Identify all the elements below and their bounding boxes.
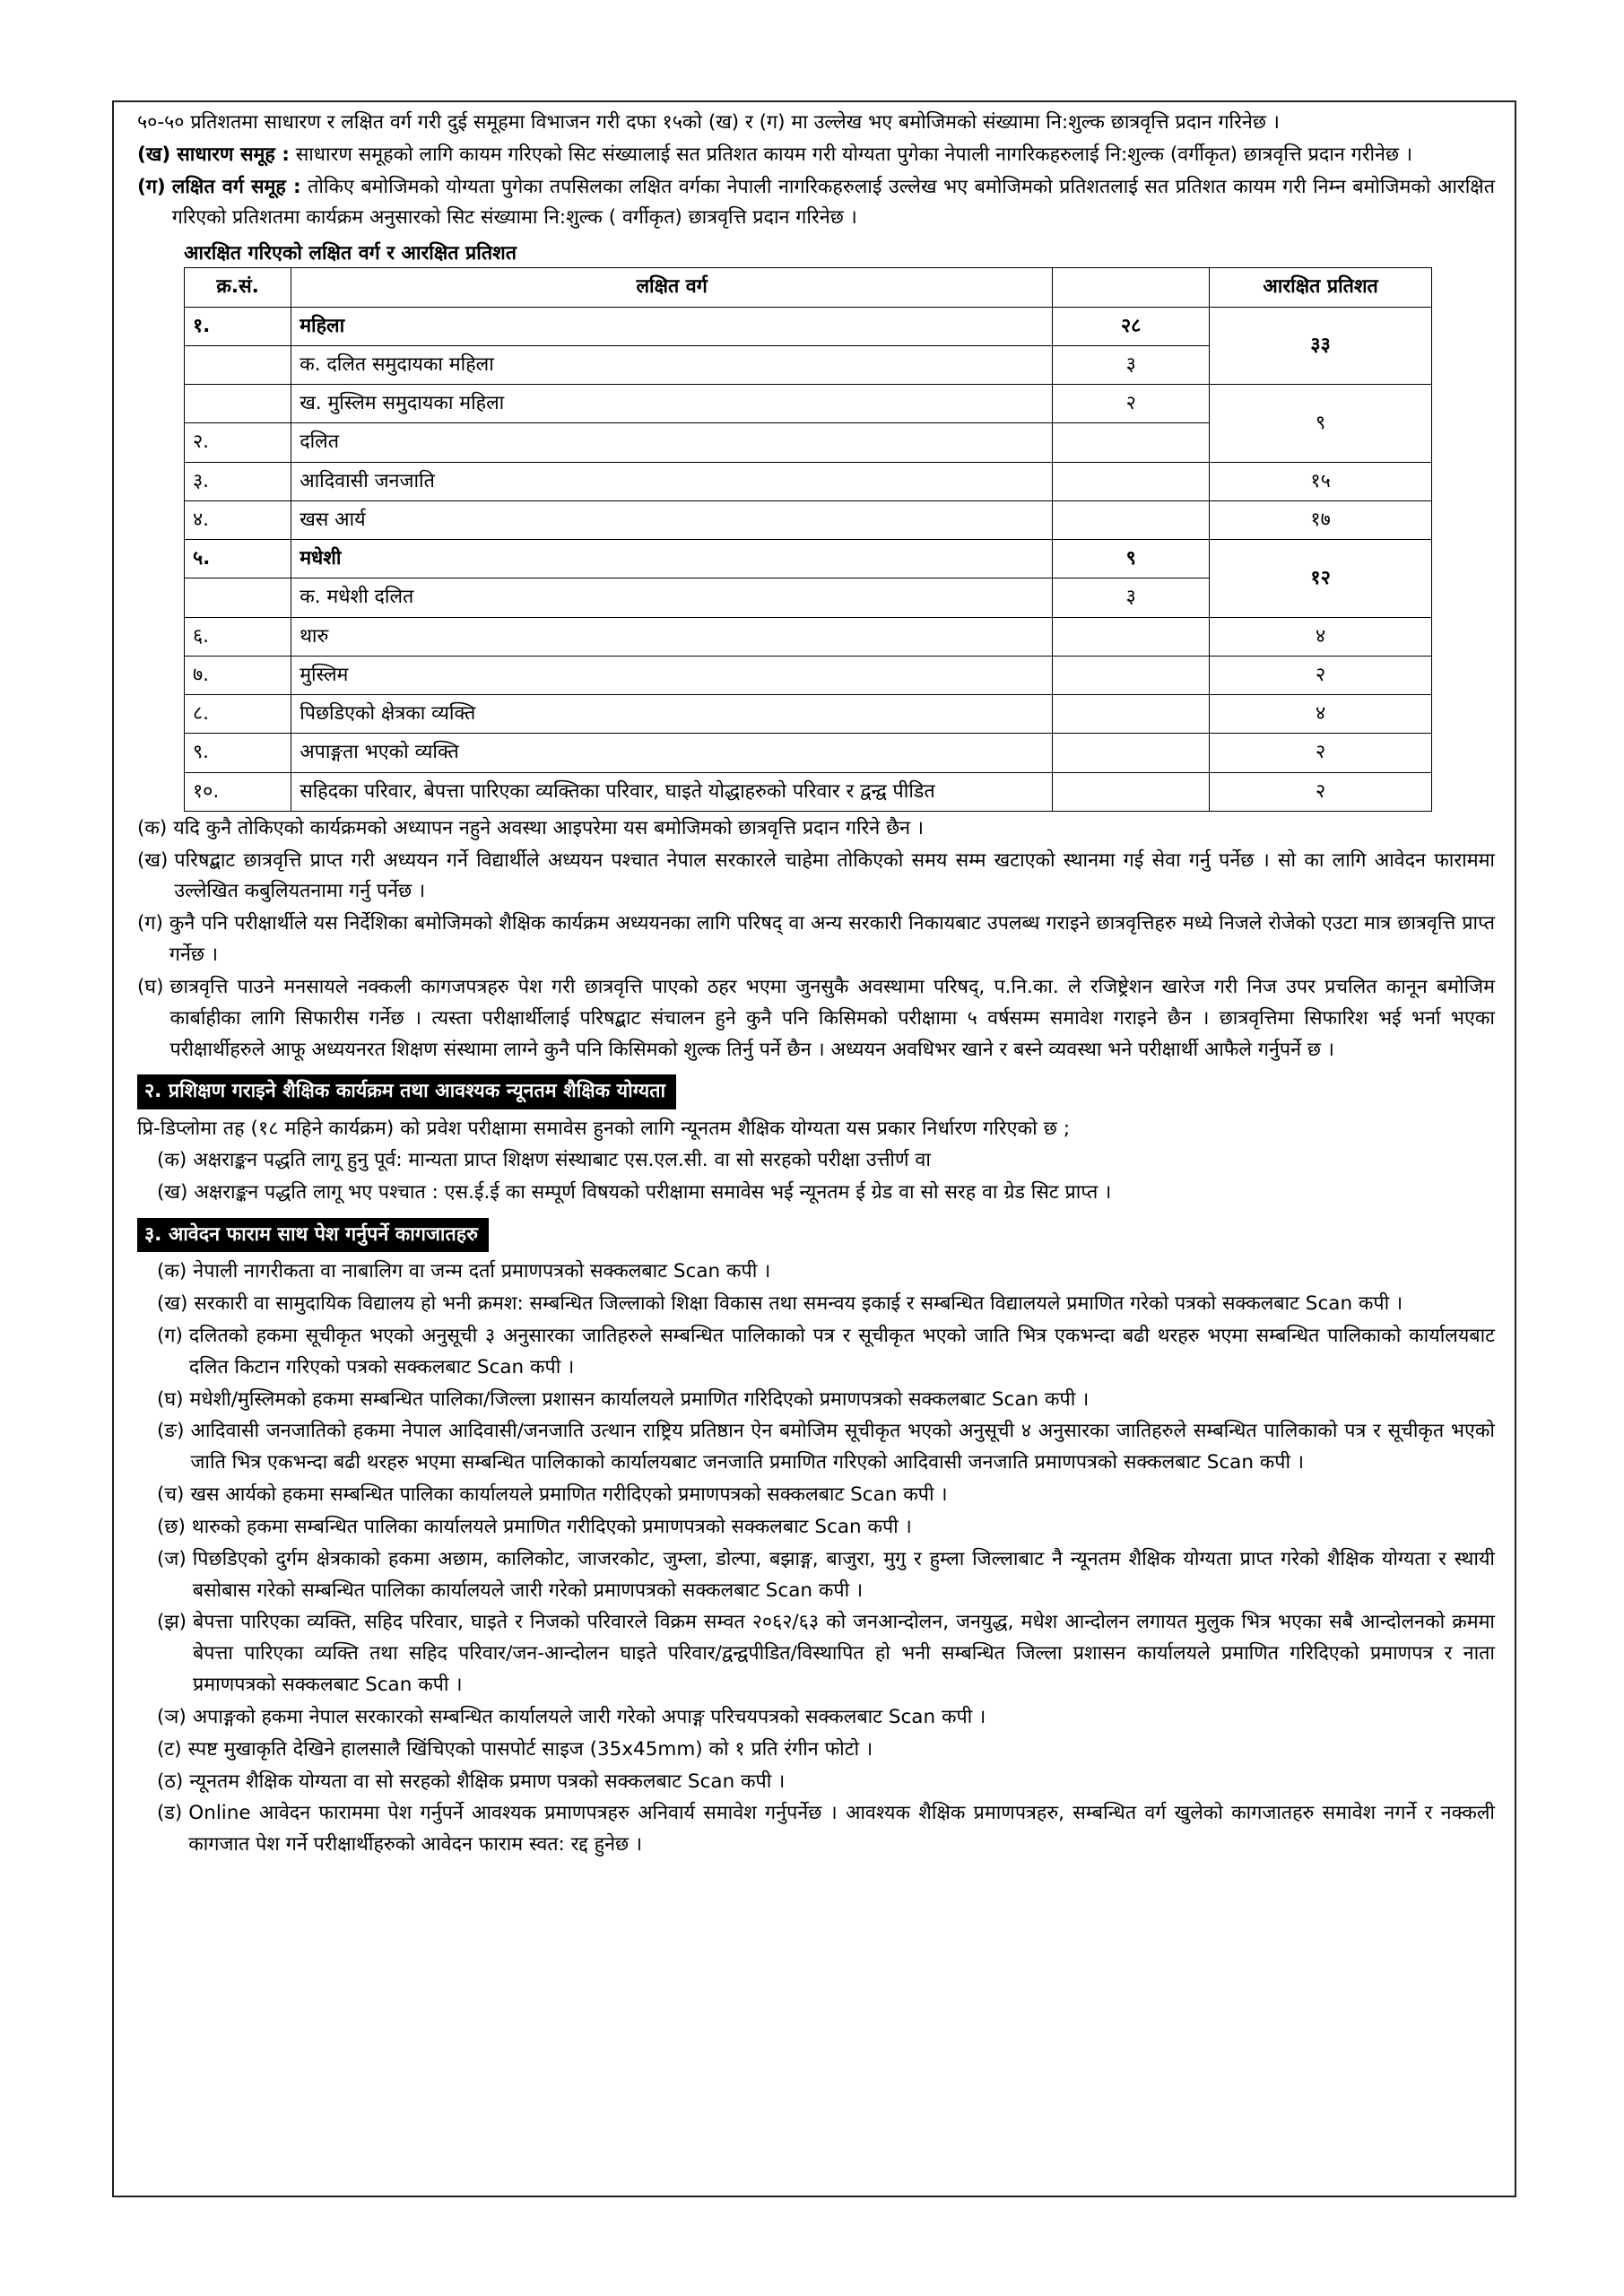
section-3-item-marker: (छ) bbox=[157, 1515, 186, 1538]
cell-serial bbox=[185, 578, 291, 617]
clause-ga-text: तोकिए बमोजिमको योग्यता पुगेका तपसिलका लक्षित वर्गका नेपाली नागरिकहरुलाई उल्लेख भए बमोजिमको प्रतिशतलाई सत प्रतिशत कायम गरी निम्न बमोजिमको आरक्षित गरिएको प्रतिशतमा कार्यक्रम अनुसारको सिट संख्यामा नि:शुल्क ( वर्गीकृत) छात्रवृत्ति प्रदान गरिनेछ । bbox=[171, 175, 1495, 230]
post-table-notes bbox=[137, 813, 1495, 1066]
section-3-item-text: दलितको हकमा सूचीकृत भएको अनुसूची ३ अनुसारका जातिहरुले सम्बन्धित पालिकाको पत्र र सूचीकृत भएको जाति भित्र एकभन्दा बढी थरहरु भएमा सम्बन्धित पालिकाको कार्यालयबाट दलित किटान गरिएको पत्रको सक्कलबाट Scan कपी । bbox=[188, 1324, 1495, 1378]
section-2-intro: प्रि-डिप्लोमा तह (१८ महिने कार्यक्रम) को प्रवेश परीक्षामा समावेस हुनको लागि न्यूनतम शैक्षिक योग्यता यस प्रकार निर्धारण गरिएको छ ; bbox=[137, 1117, 1071, 1140]
section-3-item-marker: (ड) bbox=[157, 1802, 183, 1825]
cell-percent: ४ bbox=[1210, 695, 1432, 734]
post-note-item bbox=[137, 972, 1495, 1065]
section-3-item bbox=[137, 1702, 1495, 1734]
cell-count bbox=[1053, 656, 1210, 694]
section-3-item bbox=[137, 1512, 1495, 1544]
section-3-item-text: न्यूनतम शैक्षिक योग्यता वा सो सरहको शैक्षिक प्रमाण पत्रको सक्कलबाट Scan कपी । bbox=[189, 1770, 786, 1793]
table-row bbox=[185, 462, 1432, 500]
section-2-banner: २. प्रशिक्षण गराइने शैक्षिक कार्यक्रम तथा आवश्यक न्यूनतम शैक्षिक योग्यता bbox=[137, 1074, 676, 1109]
section-3-item-text: थारुको हकमा सम्बन्धित पालिका कार्यालयले प्रमाणित गरीदिएको प्रमाणपत्रको सक्कलबाट Scan कपी । bbox=[191, 1515, 912, 1538]
intro-paragraph: ५०-५० प्रतिशतमा साधारण र लक्षित वर्ग गरी दुई समूहमा विभाजन गरी दफा १५को (ख) र (ग) मा उल्लेख भए बमोजिमको संख्यामा नि:शुल्क छात्रवृत्ति प्रदान गरिनेछ । bbox=[137, 111, 1280, 134]
section-3-item-text: मधेशी/मुस्लिमको हकमा सम्बन्धित पालिका/जिल्ला प्रशासन कार्यालयले प्रमाणित गरिदिएको प्रमाणपत्रको सक्कलबाट Scan कपी । bbox=[189, 1387, 1090, 1411]
cell-percent: ४ bbox=[1210, 617, 1432, 656]
document-page bbox=[112, 100, 1516, 2197]
section-3-item-text: Online आवेदन फाराममा पेश गर्नुपर्ने आवश्यक प्रमाणपत्रहरु अनिवार्य समावेश गर्नुपर्नेछ । आवश्यक शैक्षिक प्रमाणपत्रहरु, सम्बन्धित वर्ग खुलेको कागजातहरु समावेश नगर्ने र नक्कली कागजात पेश गर्ने परीक्षार्थीहरुको आवेदन फाराम स्वत: रद्द हुनेछ । bbox=[188, 1802, 1495, 1857]
clause-kha bbox=[137, 140, 1495, 171]
cell-serial: २. bbox=[185, 423, 291, 462]
cell-count: ३ bbox=[1053, 345, 1210, 384]
cell-count bbox=[1053, 500, 1210, 539]
post-note-item-text: परिषद्बाट छात्रवृत्ति प्राप्त गरी अध्ययन गर्ने विद्यार्थीले अध्ययन पश्चात नेपाल सरकारले चाहेमा तोकिएको समय सम्म खटाएको स्थानमा गई सेवा गर्नु पर्नेछ । सो का लागि आवेदन फाराममा उल्लेखित कबुलियतनामा गर्नु पर्नेछ । bbox=[174, 848, 1495, 903]
cell-serial bbox=[185, 385, 291, 423]
section-3-item-text: अपाङ्गको हकमा नेपाल सरकारको सम्बन्धित कार्यालयले जारी गरेको अपाङ्ग परिचयपत्रको सक्कलबाट Scan कपी । bbox=[192, 1705, 986, 1728]
cell-count bbox=[1053, 423, 1210, 462]
clause-kha-label: साधारण समूह : bbox=[177, 143, 290, 166]
reservation-table bbox=[184, 267, 1432, 812]
cell-count: ३ bbox=[1053, 578, 1210, 617]
section-2-item-marker: (क) bbox=[157, 1149, 187, 1172]
cell-group: मुस्लिम bbox=[291, 656, 1053, 694]
post-note-item bbox=[137, 909, 1495, 971]
section-3-item-marker: (ख) bbox=[157, 1292, 188, 1316]
cell-percent: २ bbox=[1210, 734, 1432, 772]
cell-group: क. दलित समुदायका महिला bbox=[291, 345, 1053, 384]
section-3-item-marker: (ज) bbox=[157, 1547, 187, 1570]
section-3-item bbox=[137, 1385, 1495, 1416]
table-row bbox=[185, 734, 1432, 772]
section-3-item bbox=[137, 1798, 1495, 1861]
cell-count bbox=[1053, 734, 1210, 772]
section-3-item bbox=[137, 1257, 1495, 1288]
section-2-item-text: अक्षराङ्कन पद्धति लागू भए पश्चात : एस.ई.ई का सम्पूर्ण विषयको परीक्षामा समावेस भई न्यूनतम ई ग्रेड वा सो सरह वा ग्रेड सिट प्राप्त । bbox=[194, 1181, 1112, 1205]
section-3-item-marker: (च) bbox=[157, 1483, 185, 1507]
section-3-item bbox=[137, 1544, 1495, 1607]
post-note-item-text: कुनै पनि परीक्षार्थीले यस निर्देशिका बमोजिमको शैक्षिक कार्यक्रम अध्ययनका लागि परिषद् वा अन्य सरकारी निकायबाट उपलब्ध गराइने छात्रवृत्तिहरु मध्ये निजले रोजेको एउटा मात्र छात्रवृत्ति प्राप्त गर्नेछ । bbox=[169, 912, 1495, 967]
reservation-table-body bbox=[185, 307, 1432, 811]
cell-count bbox=[1053, 695, 1210, 734]
section-3-item bbox=[137, 1767, 1495, 1798]
table-row bbox=[185, 540, 1432, 578]
post-note-item-text: छात्रवृत्ति पाउने मनसायले नक्कली कागजपत्रहरु पेश गरी छात्रवृत्ति पाएको ठहर भएमा जुनसुकै अवस्थामा परिषद्, प.नि.का. ले रजिष्ट्रेशन खारेज गरी निज उपर प्रचलित कानून बमोजिम कार्बाहीका लागि सिफारीस गर्नेछ । त्यस्ता परीक्षार्थीलाई परिषद्बाट संचालन हुने कुनै पनि किसिमको परीक्षामा ५ वर्षसम्म समावेश गराइने छैन । छात्रवृत्तिमा सिफारिश भई भर्ना भएका परीक्षार्थीहरुले आफू अध्ययनरत शिक्षण संस्थामा लाग्ने कुनै पनि किसिमको शुल्क तिर्नु पर्ने छैन । अध्ययन अवधिभर खाने र बस्ने व्यवस्था भने परीक्षार्थी आफैले गर्नुपर्ने छ । bbox=[169, 975, 1495, 1061]
section-3-item-text: नेपाली नागरीकता वा नाबालिग वा जन्म दर्ता प्रमाणपत्रको सक्कलबाट Scan कपी । bbox=[193, 1260, 771, 1283]
section-3-item bbox=[137, 1607, 1495, 1700]
cell-percent: १२ bbox=[1210, 540, 1432, 618]
clause-kha-body bbox=[177, 140, 1495, 171]
section-3-item-text: आदिवासी जनजातिको हकमा नेपाल आदिवासी/जनजाति उत्थान राष्ट्रिय प्रतिष्ठान ऐन बमोजिम सूचीकृत भएको अनुसूची ४ अनुसारका जातिहरुले सम्बन्धित पालिकाको पत्र र सूचीकृत भएको जाति भित्र एकभन्दा बढी थरहरु भएमा सम्बन्धित पालिकाको कार्यालयबाट जनजाति प्रमाणित गरिएको आदिवासी जनजाति प्रमाणपत्रको सक्कलबाट Scan कपी । bbox=[190, 1420, 1495, 1474]
cell-count bbox=[1053, 772, 1210, 811]
cell-percent: ३३ bbox=[1210, 307, 1432, 385]
section-2-items bbox=[137, 1145, 1495, 1209]
cell-serial: ६. bbox=[185, 617, 291, 656]
cell-percent: ९ bbox=[1210, 385, 1432, 463]
section-3-banner: ३. आवेदन फाराम साथ पेश गर्नुपर्ने कागजातहरु bbox=[137, 1218, 489, 1252]
post-note-item-marker: (घ) bbox=[137, 975, 164, 998]
col-header-percent: आरक्षित प्रतिशत bbox=[1210, 268, 1432, 307]
post-note-item-marker: (ख) bbox=[137, 848, 169, 872]
cell-serial bbox=[185, 345, 291, 384]
table-row bbox=[185, 500, 1432, 539]
cell-serial: ४. bbox=[185, 500, 291, 539]
table-row bbox=[185, 617, 1432, 656]
clause-ga-marker: (ग) bbox=[137, 175, 166, 198]
post-note-item-marker: (ग) bbox=[137, 912, 163, 935]
cell-group: दलित bbox=[291, 423, 1053, 462]
cell-percent: २ bbox=[1210, 772, 1432, 811]
col-header-count bbox=[1053, 268, 1210, 307]
cell-serial: ३. bbox=[185, 462, 291, 500]
cell-group: सहिदका परिवार, बेपत्ता पारिएका व्यक्तिका परिवार, घाइते योद्धाहरुको परिवार र द्वन्द्व पीडित bbox=[291, 772, 1053, 811]
section-2-item bbox=[137, 1178, 1495, 1209]
col-header-serial: क्र.सं. bbox=[185, 268, 291, 307]
section-3-item-marker: (घ) bbox=[157, 1387, 184, 1411]
section-3-item-marker: (ठ) bbox=[157, 1770, 184, 1793]
section-3-item-text: पिछडिएको दुर्गम क्षेत्रकाको हकमा अछाम, कालिकोट, जाजरकोट, जुम्ला, डोल्पा, बझाङ्ग, बाजुरा, मुगु र हुम्ला जिल्लाबाट नै न्यूनतम शैक्षिक योग्यता प्राप्त गरेको शैक्षिक योग्यता र स्थायी बसोबास गरेको सम्बन्धित पालिका कार्यालयले जारी गरेको प्रमाणपत्रको सक्कलबाट Scan कपी । bbox=[192, 1547, 1495, 1602]
cell-percent: १५ bbox=[1210, 462, 1432, 500]
table-row bbox=[185, 695, 1432, 734]
cell-serial: ५. bbox=[185, 540, 291, 578]
section-3-item-text: सरकारी वा सामुदायिक विद्यालय हो भनी क्रमश: सम्बन्धित जिल्लाको शिक्षा विकास तथा समन्वय इकाई र सम्बन्धित विद्यालयले प्रमाणित गरेको पत्रको सक्कलबाट Scan कपी । bbox=[194, 1292, 1403, 1316]
post-note-item bbox=[137, 846, 1495, 909]
cell-count: ९ bbox=[1053, 540, 1210, 578]
section-3-item-marker: (ङ) bbox=[157, 1420, 185, 1443]
page-content bbox=[114, 102, 1515, 1861]
col-header-group: लक्षित वर्ग bbox=[291, 268, 1053, 307]
cell-group: खस आर्य bbox=[291, 500, 1053, 539]
cell-group: आदिवासी जनजाति bbox=[291, 462, 1053, 500]
section-3-item-text: खस आर्यको हकमा सम्बन्धित पालिका कार्यालयले प्रमाणित गरीदिएको प्रमाणपत्रको सक्कलबाट Scan कपी । bbox=[190, 1483, 948, 1507]
clause-ga bbox=[137, 172, 1495, 235]
cell-count: २८ bbox=[1053, 307, 1210, 345]
cell-serial: ८. bbox=[185, 695, 291, 734]
section-3-item-marker: (ग) bbox=[157, 1324, 183, 1347]
clause-ga-label: लक्षित वर्ग समूह : bbox=[171, 175, 301, 198]
section-3-item-marker: (ट) bbox=[157, 1737, 182, 1761]
section-2-item-marker: (ख) bbox=[157, 1181, 188, 1205]
section-3-item-marker: (क) bbox=[157, 1260, 187, 1283]
section-3-item bbox=[137, 1416, 1495, 1479]
section-3-item bbox=[137, 1321, 1495, 1384]
cell-serial: ७. bbox=[185, 656, 291, 694]
cell-percent: २ bbox=[1210, 656, 1432, 694]
post-note-item-text: यदि कुनै तोकिएको कार्यक्रमको अध्यापन नहुने अवस्था आइपरेमा यस बमोजिमको छात्रवृत्ति प्रदान गरिने छैन । bbox=[173, 816, 925, 839]
section-2-item bbox=[137, 1145, 1495, 1177]
section-3-item bbox=[137, 1480, 1495, 1511]
cell-group: मधेशी bbox=[291, 540, 1053, 578]
cell-serial: १. bbox=[185, 307, 291, 345]
clause-kha-text: साधारण समूहको लागि कायम गरिएको सिट संख्यालाई सत प्रतिशत कायम गरी योग्यता पुगेका नेपाली नागरिकहरुलाई नि:शुल्क (वर्गीकृत) छात्रवृत्ति प्रदान गरीनेछ । bbox=[295, 143, 1413, 166]
table-row bbox=[185, 385, 1432, 423]
table-header-row bbox=[185, 268, 1432, 307]
clause-ga-body bbox=[172, 172, 1495, 235]
section-3-item bbox=[137, 1289, 1495, 1320]
cell-count bbox=[1053, 617, 1210, 656]
section-3-item bbox=[137, 1735, 1495, 1766]
cell-group: थारु bbox=[291, 617, 1053, 656]
table-row bbox=[185, 772, 1432, 811]
post-note-item bbox=[137, 813, 1495, 845]
section-3-item-marker: (झ) bbox=[157, 1611, 187, 1634]
cell-serial: १०. bbox=[185, 772, 291, 811]
table-row bbox=[185, 307, 1432, 345]
section-3-item-marker: (ञ) bbox=[157, 1705, 187, 1728]
section-3-item-text: बेपत्ता पारिएका व्यक्ति, सहिद परिवार, घाइते र निजको परिवारले विक्रम सम्वत २०६२/६३ को जनआन्दोलन, जनयुद्ध, मधेश आन्दोलन लगायत मुलुक भित्र भएका सबै आन्दोलनको क्रममा बेपत्ता पारिएका व्यक्ति तथा सहिद परिवार/जन-आन्दोलन घाइते परिवार/द्वन्द्वपीडित/विस्थापित हो भनी सम्बन्धित जिल्ला प्रशासन कार्यालयले प्रमाणित गरिदिएको प्रमाणपत्र र नाता प्रमाणपत्रको सक्कलबाट Scan कपी । bbox=[193, 1611, 1495, 1697]
post-note-item-marker: (क) bbox=[137, 816, 168, 839]
reservation-table-caption: आरक्षित गरिएको लक्षित वर्ग र आरक्षित प्रतिशत bbox=[184, 242, 517, 265]
cell-group: क. मधेशी दलित bbox=[291, 578, 1053, 617]
section-3-items bbox=[137, 1257, 1495, 1861]
cell-group: पिछडिएको क्षेत्रका व्यक्ति bbox=[291, 695, 1053, 734]
table-row bbox=[185, 656, 1432, 694]
cell-group: महिला bbox=[291, 307, 1053, 345]
section-2-item-text: अक्षराङ्कन पद्धति लागू हुनु पूर्व: मान्यता प्राप्त शिक्षण संस्थाबाट एस.एल.सी. वा सो सरहको परीक्षा उत्तीर्ण वा bbox=[193, 1149, 931, 1172]
cell-count bbox=[1053, 462, 1210, 500]
cell-group: अपाङ्गता भएको व्यक्ति bbox=[291, 734, 1053, 772]
cell-percent: १७ bbox=[1210, 500, 1432, 539]
section-3-item-text: स्पष्ट मुखाकृति देखिने हालसालै खिंचिएको पासपोर्ट साइज (35x45mm) को १ प्रति रंगीन फोटो । bbox=[187, 1737, 873, 1761]
clause-kha-marker: (ख) bbox=[137, 143, 171, 166]
cell-serial: ९. bbox=[185, 734, 291, 772]
cell-group: ख. मुस्लिम समुदायका महिला bbox=[291, 385, 1053, 423]
cell-count: २ bbox=[1053, 385, 1210, 423]
